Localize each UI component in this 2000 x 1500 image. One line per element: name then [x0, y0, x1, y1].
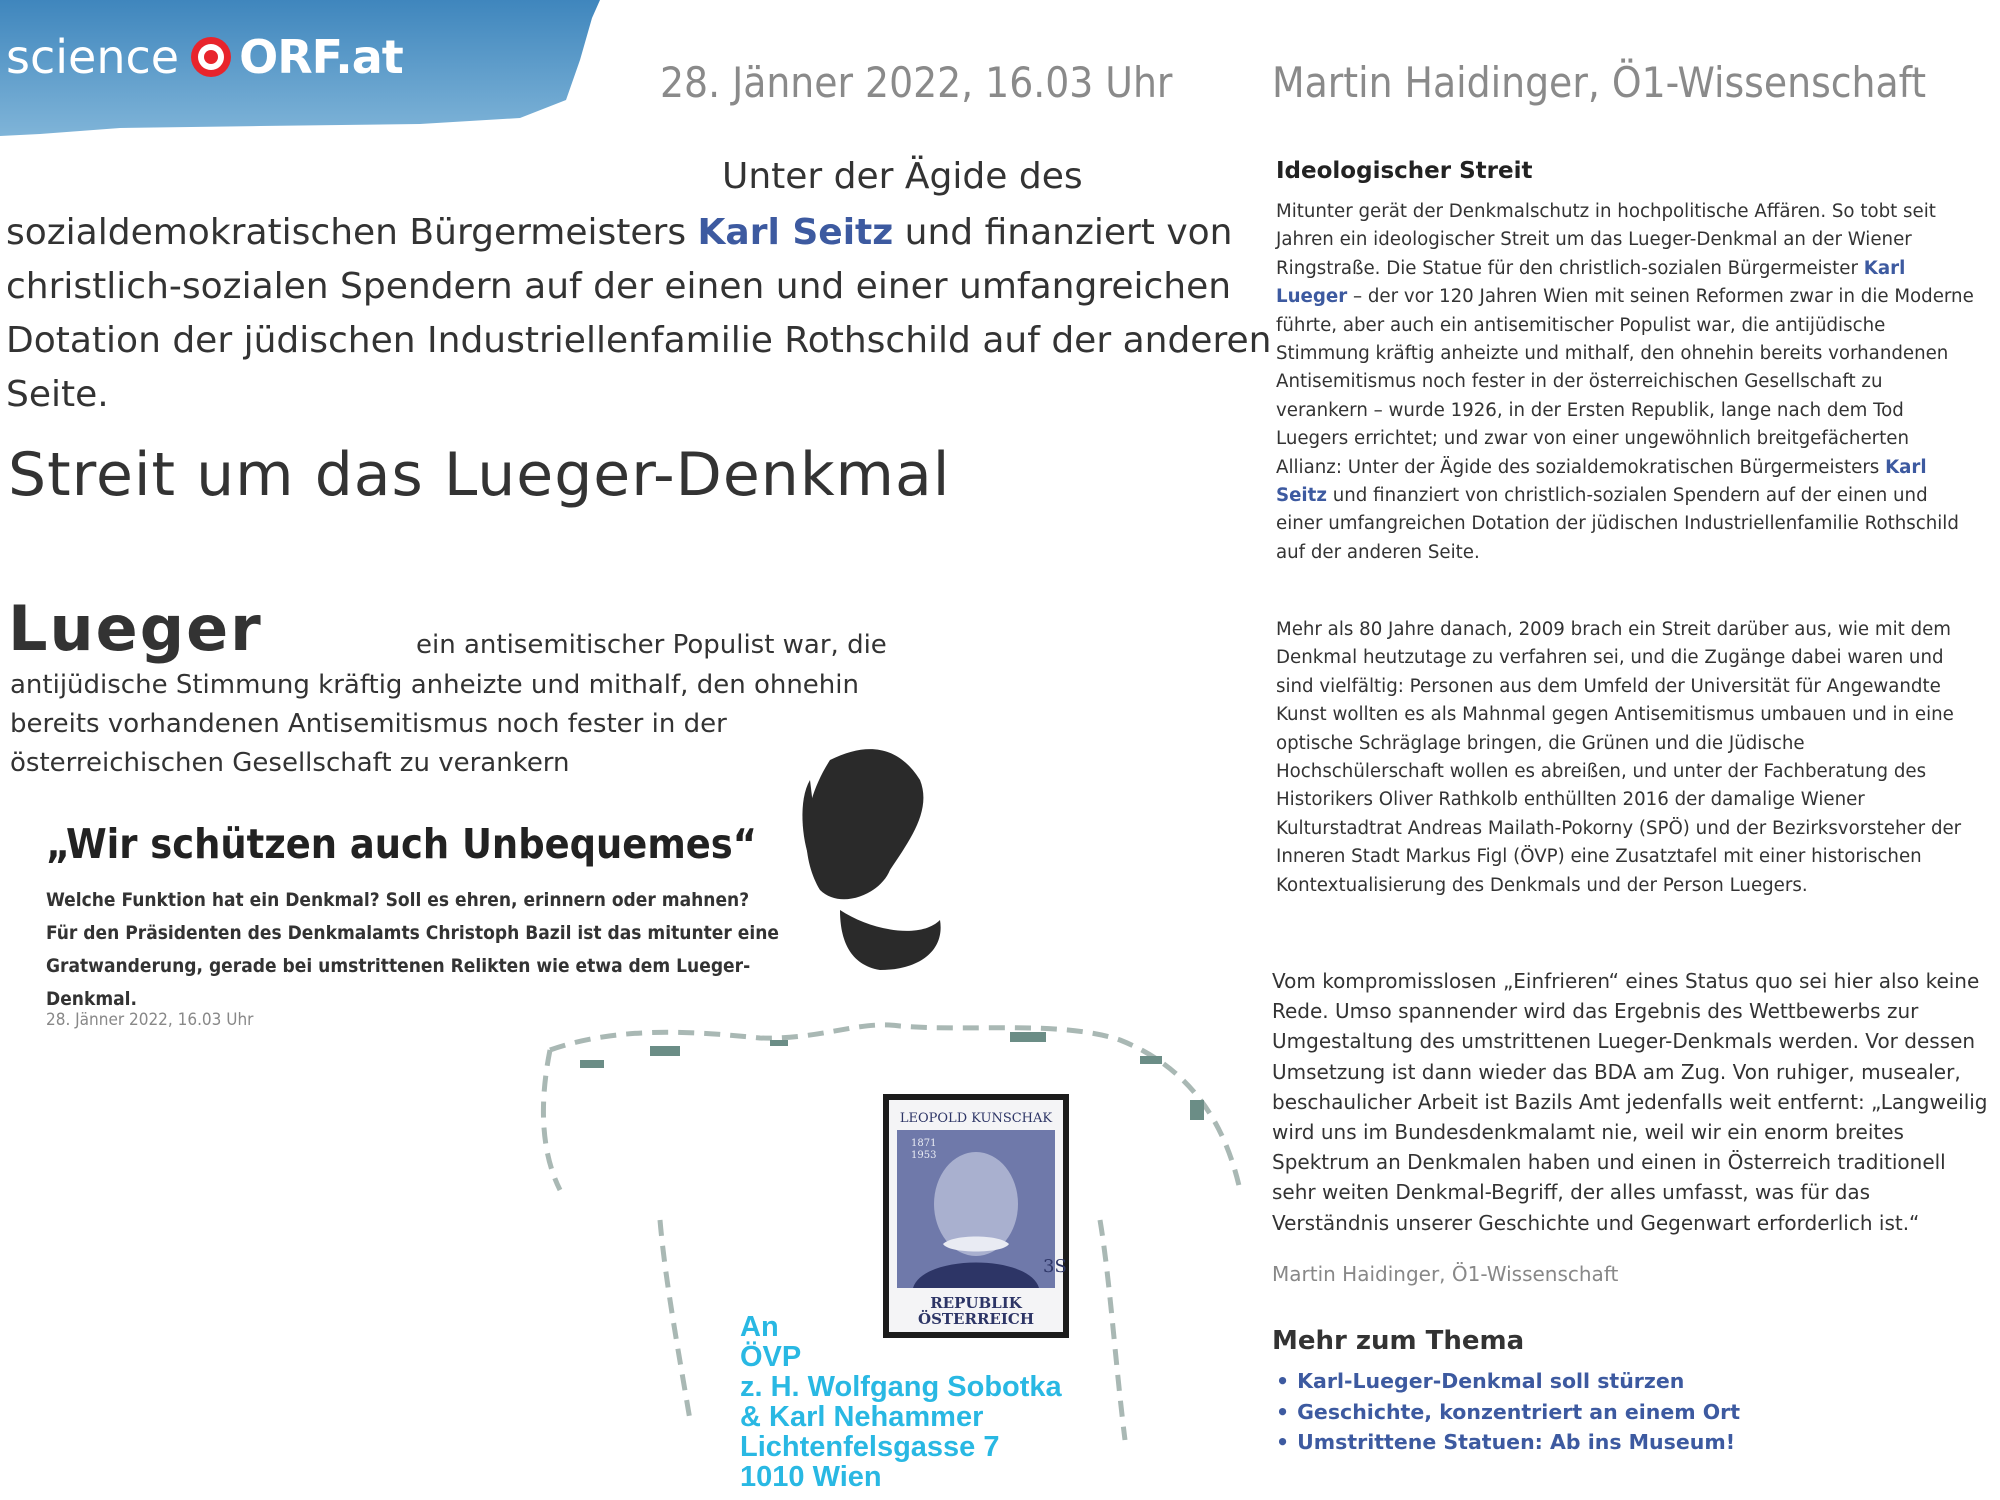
article-paragraph-2: Mehr als 80 Jahre danach, 2009 brach ein Streit darüber aus, wie mit dem Denkmal heutzutage zu verfahren sei, und die Zugänge dabei waren und sind vielfältig: Personen aus dem Umfeld der Universität für Angewandte Kunst wollten es als Mahnmal gegen Antisemitismus umbauen und in eine optische Schräglage bringen, die Grünen und die Jüdische Hochschülerschaft wollen es abreißen, und unter der Fachberatung des Historikers Oliver Rathkolb enthüllten 2016 der damalige Wiener Kulturstadtrat Andreas Mailath-Pokorny (SPÖ) und der Bezirksvorsteher der Inneren Stadt Markus Figl (ÖVP) eine Zusatztafel mit einer historischen Kontextualisierung des Denkmals und der Person Luegers.: [1276, 619, 1962, 896]
karl-lueger-link[interactable]: Karl Lueger: [1276, 257, 1906, 308]
excerpt-line-4: Dotation der jüdischen Industriellenfamilie Rothschild auf der anderen: [6, 320, 1272, 361]
orf-target-icon: [189, 35, 233, 79]
teaser-text: Welche Funktion hat ein Denkmal? Soll es ehren, erinnern oder mahnen? Für den Präsidenten des Denkmalamts Christoph Bazil ist das mitunter eine Gratwanderung, gerade bei umstrittenen Relikten wie etwa dem Lueger-Denkmal.: [46, 889, 779, 1010]
heading-streit: Streit um das Lueger-Denkmal: [8, 440, 951, 510]
article-author: Martin Haidinger, Ö1-Wissenschaft: [1272, 1262, 1619, 1286]
header-date: 28. Jänner 2022, 16.03 Uhr: [660, 58, 1173, 107]
excerpt-text: und finanziert von: [893, 212, 1233, 253]
stamp-year-top: 1871: [911, 1138, 937, 1149]
address-block: [740, 1312, 1062, 1492]
paragraph-text: – der vor 120 Jahren Wien mit seinen Reformen zwar in die Moderne führte, aber auch ein antisemitischer Populist war, die antijüdische Stimmung kräftig anheizte und mithalf, den ohnehin bereits vorhandenen Antisemitismus noch fester in der österreichischen Gesellschaft zu verankern – wurde 1926, in der Ersten Republik, lange nach dem Tod Luegers errichtet; und zwar von einer ungewöhnlich breitgefächerten Allianz: Unter der Ägide des sozialdemokratischen Bürgermeisters: [1276, 286, 1974, 478]
lueger-excerpt-line-4: österreichischen Gesellschaft zu verankern: [10, 748, 570, 778]
article-paragraph-3: Vom kompromisslosen „Einfrieren“ eines Status quo sei hier also keine Rede. Umso spannender wird das Ergebnis des Wettbewerbs zur Umgestaltung des umstrittenen Lueger-Denkmals werden. Vor dessen Umsetzung ist dann wieder das BDA am Zug. Von ruhiger, musealer, beschaulicher Arbeit ist Bazils Amt jedenfalls weit entfernt: „Langweilig wird uns im Bundesdenkmalamt nie, weil wir ein enorm breites Spektrum an Denkmalen haben und einen in Österreich traditionell sehr weiten Denkmal-Begriff, der alles umfasst, was für das Verständnis unserer Geschichte und Gegenwart erforderlich ist.“: [1272, 969, 1988, 1235]
karl-seitz-link[interactable]: Karl Seitz: [1276, 456, 1927, 507]
bullet-icon: •: [1276, 1430, 1290, 1454]
address-line: Lichtenfelsgasse 7: [740, 1431, 1000, 1463]
more-topic-list: [1276, 1366, 1740, 1458]
bullet-icon: •: [1276, 1399, 1290, 1424]
more-topic-link-3[interactable]: [1276, 1427, 1740, 1458]
excerpt-text: sozialdemokratischen Bürgermeisters: [6, 212, 698, 253]
more-topic-link-1[interactable]: [1276, 1366, 1740, 1397]
heading-lueger: Lueger: [8, 592, 263, 665]
link-text[interactable]: Umstrittene Statuen: Ab ins Museum!: [1297, 1430, 1736, 1454]
address-line: ÖVP: [740, 1341, 802, 1373]
link-text[interactable]: Karl-Lueger-Denkmal soll stürzen: [1297, 1369, 1685, 1393]
excerpt-line-3: christlich-sozialen Spendern auf der einen und einer umfangreichen: [6, 266, 1232, 307]
stamp-year-bottom: 1953: [911, 1150, 937, 1161]
address-line: An: [740, 1311, 779, 1343]
address-line: 1010 Wien: [740, 1461, 882, 1493]
stamp-country-1: REPUBLIK: [930, 1294, 1022, 1312]
stamp-value: 3S: [1043, 1256, 1067, 1277]
address-line: & Karl Nehammer: [740, 1401, 984, 1433]
excerpt-line-2: [6, 206, 1233, 260]
teaser-title[interactable]: „Wir schützen auch Unbequemes“: [46, 820, 757, 868]
postage-stamp: [883, 1094, 1069, 1338]
bullet-icon: •: [1276, 1369, 1290, 1393]
article-paragraph-1: [1276, 198, 1976, 567]
excerpt-line-5: Seite.: [6, 374, 109, 415]
logo-science-text: science: [6, 30, 180, 84]
paragraph-text: Mitunter gerät der Denkmalschutz in hochpolitische Affären. So tobt seit Jahren ein ideologischer Streit um das Lueger-Denkmal an der Wiener Ringstraße. Die Statue für den christlich-sozialen Bürgermeister: [1276, 201, 1936, 279]
stamp-country-2: ÖSTERREICH: [918, 1310, 1034, 1328]
stamp-name: LEOPOLD KUNSCHAK: [899, 1111, 1053, 1126]
excerpt-line-1: Unter der Ägide des: [722, 156, 1083, 197]
lueger-excerpt-line-2: antijüdische Stimmung kräftig anheizte und mithalf, den ohnehin: [10, 670, 859, 700]
more-topic-title: Mehr zum Thema: [1272, 1326, 1525, 1356]
section-title: Ideologischer Streit: [1276, 158, 1533, 184]
paragraph-text: und finanziert von christlich-sozialen Spendern auf der einen und einer umfangreichen Dotation der jüdischen Industriellenfamilie Rothschild auf der anderen Seite.: [1276, 485, 1959, 563]
site-logo[interactable]: [6, 30, 403, 84]
header-author: Martin Haidinger, Ö1-Wissenschaft: [1272, 58, 1926, 107]
link-text[interactable]: Geschichte, konzentriert an einem Ort: [1297, 1399, 1741, 1424]
logo-orf-text: ORF.at: [239, 30, 403, 84]
address-line: z. H. Wolfgang Sobotka: [740, 1371, 1062, 1403]
karl-seitz-link[interactable]: Karl Seitz: [697, 212, 894, 253]
lueger-excerpt-line-3: bereits vorhandenen Antisemitismus noch fester in der: [10, 709, 727, 739]
more-topic-link-2[interactable]: [1276, 1397, 1740, 1428]
lueger-excerpt-line-1: ein antisemitischer Populist war, die: [416, 630, 887, 660]
teaser-date: 28. Jänner 2022, 16.03 Uhr: [46, 1010, 254, 1030]
